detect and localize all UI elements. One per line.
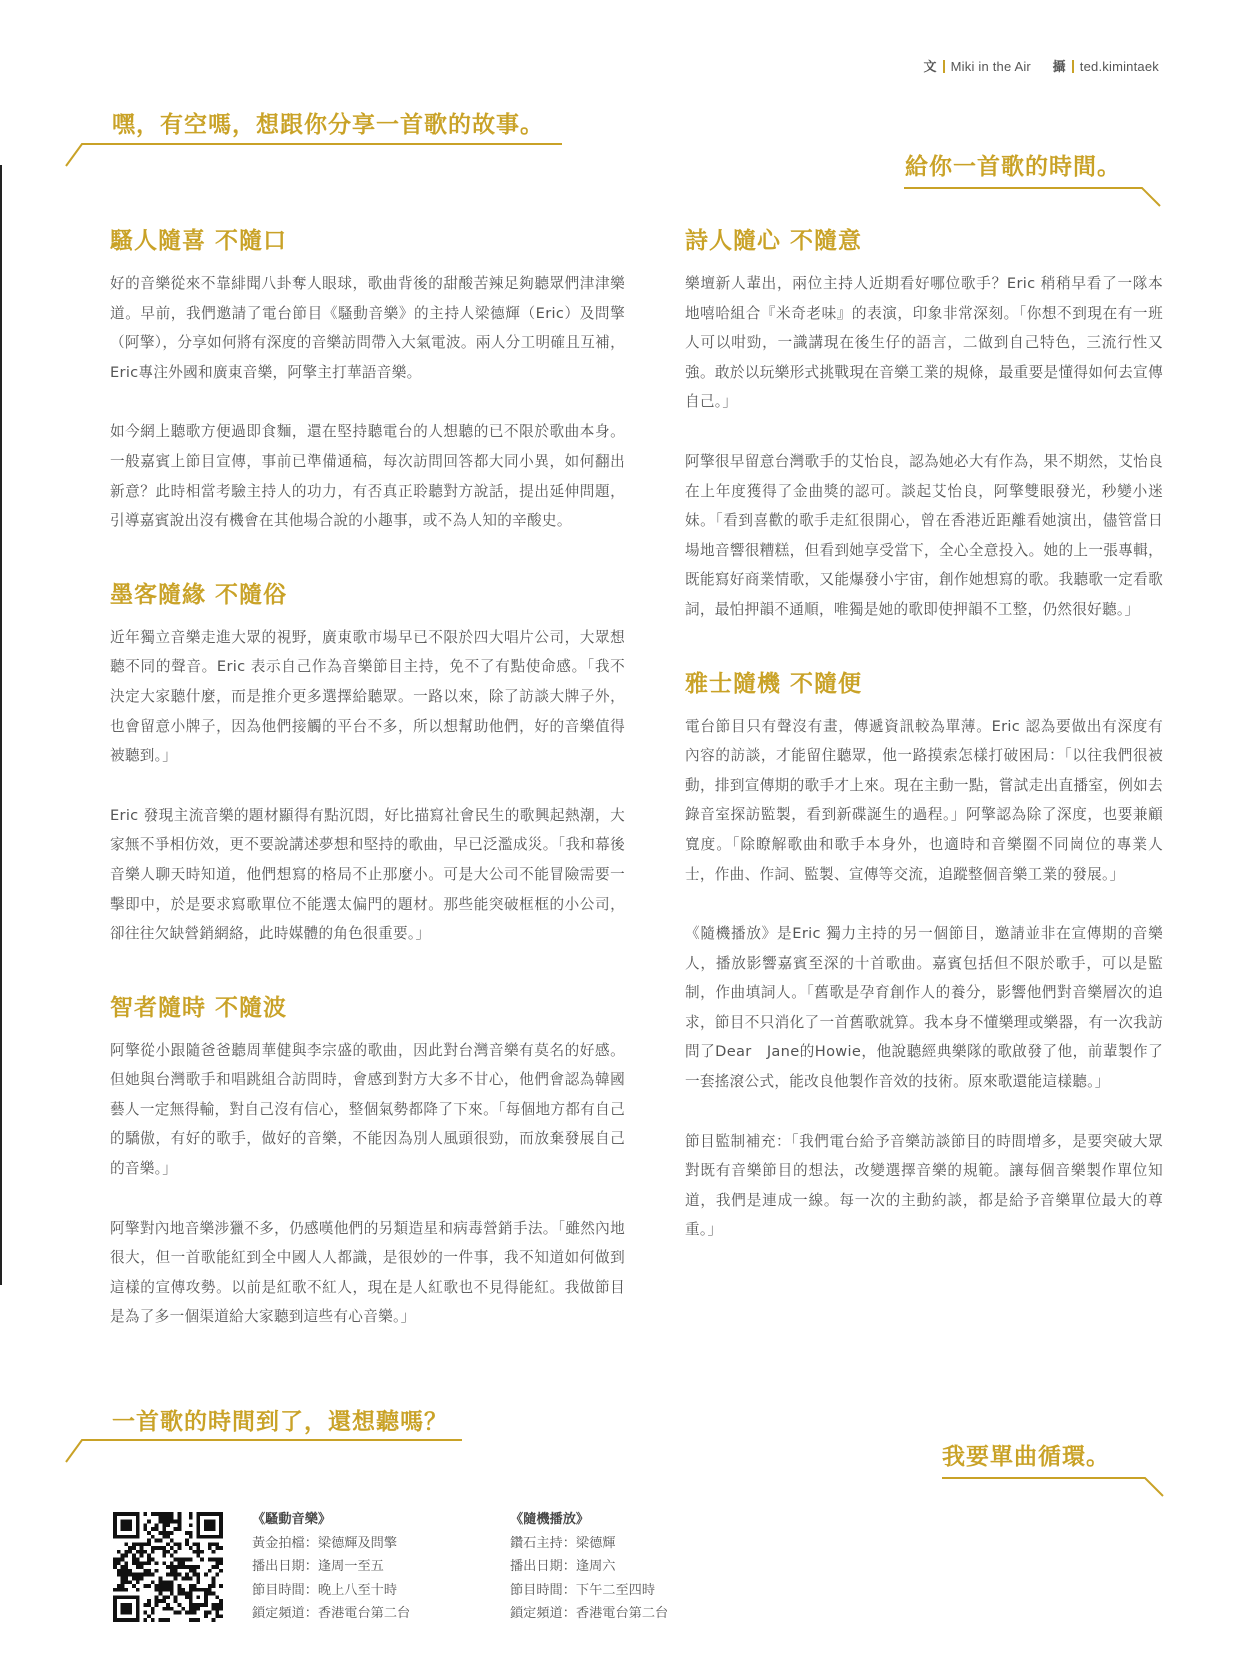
- left-column: [110, 222, 625, 1332]
- paragraph: 《隨機播放》是Eric 獨力主持的另一個節目，邀請並非在宣傳期的音樂人，播放影響嘉賓至深的十首歌曲。嘉賓包括但不限於歌手，可以是監制，作曲填詞人。「舊歌是孕育創作人的養分，影響他們對音樂層次的追求，節目不只消化了一首舊歌就算。我本身不懂樂理或樂器，有一次我訪問了Dear Jane的Howie，他說聽經典樂隊的歌啟發了他，前輩製作了一套搖滾公式，能改良他製作音效的技術。原來歌還能這樣聽。」: [685, 925, 1163, 1091]
- program-channel: 鎖定頻道：香港電台第二台: [252, 1606, 411, 1621]
- program-time: 節目時間：下午二至四時: [510, 1582, 656, 1598]
- paragraph: 樂壇新人輩出，兩位主持人近期看好哪位歌手？Eric 稍稍早看了一隊本地嘻哈組合『米奇老味』的表演，印象非常深刻。「你想不到現在有一班人可以咁勁，一識講現在後生仔的語言，二做到自己特色，三流行性又強。敢於以玩樂形式挑戰現在音樂工業的規條，最重要是懂得如何去宣傳自己。」: [685, 275, 1163, 411]
- banner-bottom-right: 我要單曲循環。: [942, 1443, 1110, 1470]
- paragraph: Eric 發現主流音樂的題材顯得有點沉悶，好比描寫社會民生的歌興起熱潮，大家無不爭相仿效，更不要說講述夢想和堅持的歌曲，早已泛濫成災。「我和幕後音樂人聊天時知道，他們想寫的格局不止那麼小。可是大公司不能冒險需要一擊即中，於是要求寫歌單位不能選太偏門的題材。那些能突破框框的小公司，卻往往欠缺營銷網絡，此時媒體的角色很重要。」: [110, 806, 625, 943]
- program-hosts: 黃金拍檔：梁德輝及問擎: [252, 1535, 398, 1551]
- program-info-left: [252, 1508, 410, 1626]
- section-heading: 智者隨時 不隨波: [110, 993, 288, 1021]
- banner-underline-top-left: [64, 138, 564, 168]
- qr-code[interactable]: [113, 1512, 223, 1622]
- banner-underline-bottom-left: [64, 1434, 464, 1464]
- banner-top-right: 給你一首歌的時間。: [905, 153, 1121, 180]
- program-hosts: 鑽石主持：梁德輝: [510, 1535, 616, 1551]
- paragraph: 如今網上聽歌方便過即食麵，還在堅持聽電台的人想聽的已不限於歌曲本身。一般嘉賓上節目宣傳，事前已準備通稿，每次訪問回答都大同小異，如何翻出新意？此時相當考驗主持人的功力，有否真正聆聽對方說話，提出延伸問題，引導嘉賓說出沒有機會在其他場合說的小趣事，或不為人知的辛酸史。: [110, 423, 625, 530]
- paragraph: 阿擎很早留意台灣歌手的艾怡良，認為她必大有作為，果不期然，艾怡良在上年度獲得了金曲獎的認可。談起艾怡良，阿擎雙眼發光，秒變小迷妹。「看到喜歡的歌手走紅很開心，曾在香港近距離看她演出，儘管當日場地音響很糟糕，但看到她享受當下，全心全意投入。她的上一張專輯，既能寫好商業情歌，又能爆發小宇宙，創作她想寫的歌。我聽歌一定看歌詞，最怕押韻不通順，唯獨是她的歌即使押韻不工整，仍然很好聽。」: [685, 452, 1163, 618]
- photographer-name: ted.kimintaek: [1079, 59, 1159, 74]
- banner-top-left: 嘿，有空嗎，想跟你分享一首歌的故事。: [112, 111, 544, 138]
- section-heading: 騷人隨喜 不隨口: [110, 227, 288, 254]
- program-channel: 鎖定頻道：香港電台第二台: [510, 1606, 669, 1621]
- paragraph: 好的音樂從來不靠緋聞八卦奪人眼球，歌曲背後的甜酸苦辣足夠聽眾們津津樂道。早前，我們邀請了電台節目《騷動音樂》的主持人梁德輝（Eric）及問擎（阿擎），分享如何將有深度的音樂訪問帶入大氣電波。兩人分工明確且互補，Eric專注外國和廣東音樂，阿擎主打華語音樂。: [110, 275, 625, 381]
- paragraph: 阿擎對內地音樂涉獵不多，仍感嘆他們的另類造星和病毒營銷手法。「雖然內地很大，但一首歌能紅到全中國人人都識，是很妙的一件事，我不知道如何做到這樣的宣傳攻勢。以前是紅歌不紅人，現在是人紅歌也不見得能紅。我做節目是為了多一個渠道給大家聽到這些有心音樂。」: [110, 1219, 625, 1326]
- program-time: 節目時間：晚上八至十時: [252, 1582, 398, 1598]
- banner-bottom-left: 一首歌的時間到了，還想聽嗎？: [112, 1408, 448, 1435]
- section-heading: 雅士隨機 不隨便: [685, 669, 863, 697]
- paragraph: 阿擎從小跟隨爸爸聽周華健與李宗盛的歌曲，因此對台灣音樂有莫名的好感。但她與台灣歌手和唱跳組合訪問時，會感到對方大多不甘心，他們會認為韓國藝人一定無得輸，對自己沒有信心，整個氣勢都降了下來。「每個地方都有自己的驕傲，有好的歌手，做好的音樂，不能因為別人風頭很勁，而放棄發展自己的音樂。」: [110, 1041, 625, 1178]
- program-title: 《騷動音樂》: [252, 1512, 332, 1527]
- writer-name: Miki in the Air: [950, 59, 1031, 74]
- banner-underline-top-right: [902, 178, 1162, 208]
- section-heading: 墨客隨緣 不隨俗: [110, 580, 288, 608]
- paragraph: 電台節目只有聲沒有畫，傳遞資訊較為單薄。Eric 認為要做出有深度有內容的訪談，才能留住聽眾，他一路摸索怎樣打破困局：「以往我們很被動，排到宣傳期的歌手才上來。現在主動一點，嘗試走出直播室，例如去錄音室探訪監製，看到新碟誕生的過程。」阿擎認為除了深度，也要兼顧寬度。「除瞭解歌曲和歌手本身外，也適時和音樂圈不同崗位的專業人士，作曲、作詞、監製、宣傳等交流，追蹤整個音樂工業的發展。」: [685, 717, 1163, 883]
- right-column: [685, 222, 1163, 1245]
- program-title: 《隨機播放》: [510, 1512, 590, 1527]
- program-date: 播出日期：逢周一至五: [252, 1559, 384, 1574]
- program-date: 播出日期：逢周六: [510, 1559, 616, 1574]
- writer-label: 文: [923, 59, 937, 74]
- page-edge-line: [0, 165, 2, 1285]
- byline: [923, 56, 1159, 75]
- banner-underline-bottom-right: [940, 1468, 1165, 1498]
- paragraph: 節目監制補充：「我們電台給予音樂訪談節目的時間增多，是要突破大眾對既有音樂節目的想法，改變選擇音樂的規範。讓每個音樂製作單位知道，我們是連成一線。每一次的主動約談，都是給予音樂單位最大的尊重。」: [685, 1132, 1163, 1239]
- section-heading: 詩人隨心 不隨意: [685, 227, 863, 254]
- paragraph: 近年獨立音樂走進大眾的視野，廣東歌市場早已不限於四大唱片公司，大眾想聽不同的聲音。Eric 表示自己作為音樂節目主持，免不了有點使命感。「我不決定大家聽什麼，而是推介更多選擇給聽眾。一路以來，除了訪談大牌子外，也會留意小牌子，因為他們接觸的平台不多，所以想幫助他們，好的音樂值得被聽到。」: [110, 628, 625, 765]
- photographer-label: 攝: [1052, 59, 1066, 74]
- program-info-right: [510, 1508, 668, 1626]
